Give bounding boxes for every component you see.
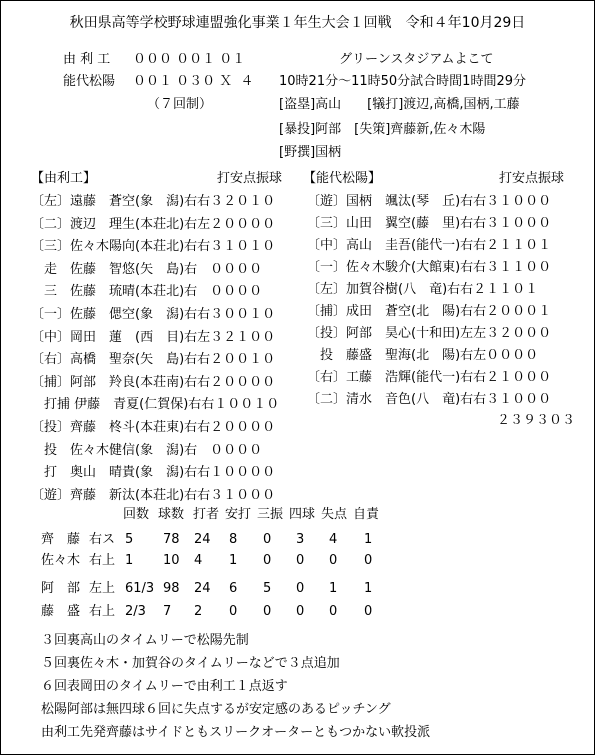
player-row: 〔中〕高山 圭吾(能代一)右右２１１０１ — [307, 238, 552, 253]
venue: グリーンスタジアムよこて — [339, 52, 494, 67]
linescore-team-2: 能代松陽 — [63, 74, 116, 89]
pitching-col-header: 球数 — [158, 507, 185, 522]
pitching-stat: 10 — [163, 553, 180, 568]
pitcher-hand: 左上 — [89, 581, 116, 596]
game-time: 10時21分～11時50分試合時間1時間29分 — [279, 74, 526, 89]
pitcher-hand: 右ス — [89, 532, 116, 547]
right-box-header: 打安点振球 — [499, 171, 565, 186]
pitcher-name: 齊 藤 — [41, 532, 81, 547]
pitching-stat: 1 — [329, 581, 338, 596]
pitcher-hand: 右上 — [89, 553, 116, 568]
note-4: 松陽阿部は無四球６回に失点するが安定感のあるピッチング — [41, 702, 391, 717]
pitching-stat: 5 — [125, 532, 134, 547]
note-5: 由利工先発齊藤はサイドともスリークオーターともつかない軟投派 — [41, 725, 431, 740]
pitching-stat: 1 — [125, 553, 134, 568]
left-team-name: 【由利工】 — [31, 171, 97, 186]
info-line-2: [暴投]阿部 [失策]齊藤新,佐々木陽 — [279, 122, 486, 137]
pitching-col-header: 安打 — [225, 507, 252, 522]
pitching-stat: 0 — [329, 604, 338, 619]
pitching-stat: 4 — [329, 532, 338, 547]
player-row: 〔投〕齊藤 柊斗(本荘東)右右２００００ — [31, 420, 276, 435]
pitching-stat: 0 — [296, 581, 305, 596]
pitcher-name: 阿 部 — [41, 581, 81, 596]
left-box-header: 打安点振球 — [217, 171, 283, 186]
player-row: 〔一〕佐藤 偲空(象 潟)右右３００１０ — [31, 307, 276, 322]
pitching-col-header: 自責 — [353, 507, 380, 522]
note-3: ６回表岡田のタイムリーで由利工１点返す — [41, 679, 288, 694]
pitching-stat: 5 — [263, 581, 272, 596]
pitcher-name: 佐々木 — [41, 553, 81, 568]
pitching-stat: 1 — [364, 581, 373, 596]
pitching-stat: 1 — [229, 553, 238, 568]
player-row: 〔左〕遠藤 蒼空(象 潟)右右３２０１０ — [31, 194, 276, 209]
pitching-col-header: 失点 — [321, 507, 348, 522]
info-line-1: [盗塁]高山 [犠打]渡辺,高橋,国柄,工藤 — [279, 97, 520, 112]
player-row: 〔捕〕阿部 羚良(本荘南)右右２００００ — [31, 374, 276, 390]
player-row: 〔投〕阿部 昊心(十和田)左左３２０００ — [307, 326, 552, 341]
innings-note: （７回制） — [147, 97, 213, 112]
player-row: 〔二〕渡辺 理生(本荘北)右左２００００ — [31, 216, 276, 232]
pitching-stat: 1 — [364, 532, 373, 547]
player-row: 〔三〕山田 翼空(藤 里)右右３１０００ — [307, 216, 552, 231]
pitching-stat: 4 — [194, 553, 203, 568]
player-row: 走 佐藤 智悠(矢 島)右 ００００ — [31, 261, 263, 277]
linescore-innings-1: ０００ ００１ ０１ — [133, 52, 246, 67]
player-row: 打 奥山 晴貴(象 潟)右右１００００ — [31, 465, 276, 481]
report-title: 秋田県高等学校野球連盟強化事業１年生大会１回戦 令和４年10月29日 — [69, 15, 526, 31]
pitching-stat: 0 — [263, 532, 272, 547]
player-row: 三 佐藤 琉晴(本荘北)右 ００００ — [31, 284, 263, 300]
pitching-stat: 0 — [263, 604, 272, 619]
pitching-stat: 0 — [296, 553, 305, 568]
player-row: 〔三〕佐々木陽向(本荘北)右右３１０１０ — [31, 239, 276, 255]
pitching-stat: 2 — [194, 604, 203, 619]
pitching-stat: 7 — [163, 604, 172, 619]
player-row: 打捕 伊藤 青夏(仁賀保)右右１００１０ — [31, 397, 280, 413]
pitching-stat: 3 — [296, 532, 305, 547]
pitching-stat: 24 — [194, 532, 211, 547]
note-2: ５回裏佐々木・加賀谷のタイムリーなどで３点追加 — [41, 656, 340, 671]
pitching-col-header: 回数 — [123, 507, 150, 522]
right-box-total: ２３９３０３ — [497, 413, 576, 428]
pitching-stat: 8 — [229, 532, 238, 547]
pitching-stat: 0 — [329, 553, 338, 568]
player-row: 投 佐々木健信(象 潟)右 ００００ — [31, 442, 263, 458]
player-row: 〔右〕工藤 浩輝(能代一)右右２１０００ — [307, 370, 552, 385]
player-row: 〔中〕岡田 蓮 (西 目)右左３２１００ — [31, 329, 276, 345]
player-row: 〔遊〕国柄 颯汰(琴 丘)右右３１０００ — [307, 194, 552, 209]
pitcher-name: 藤 盛 — [41, 604, 81, 619]
pitching-stat: 6 — [229, 581, 238, 596]
right-team-name: 【能代松陽】 — [303, 171, 382, 186]
pitching-stat: 2/3 — [125, 604, 146, 619]
pitching-stat: 0 — [229, 604, 238, 619]
pitching-col-header: 三振 — [257, 507, 284, 522]
pitching-col-header: 四球 — [289, 507, 316, 522]
linescore-team-1: 由 利 工 — [63, 52, 111, 67]
player-row: 〔遊〕齊藤 新汰(本荘北)右右３１０００ — [31, 487, 276, 503]
pitching-stat: 0 — [296, 604, 305, 619]
player-row: 〔左〕加賀谷樹(八 竜)右右２１１０１ — [307, 282, 539, 297]
linescore-innings-2: ００１ ０３０ Ｘ ４ — [133, 74, 254, 89]
player-row: 投 藤盛 聖海(北 陽)右左００００ — [307, 348, 539, 363]
pitcher-hand: 右上 — [89, 604, 116, 619]
pitching-stat: 0 — [364, 553, 373, 568]
pitching-stat: 61/3 — [125, 581, 155, 596]
pitching-col-header: 打者 — [193, 507, 220, 522]
player-row: 〔右〕高橋 聖奈(矢 島)右右２００１０ — [31, 352, 276, 368]
pitching-stat: 24 — [194, 581, 211, 596]
player-row: 〔二〕清水 音色(八 竜)右右３１０００ — [307, 392, 552, 407]
note-1: ３回裏高山のタイムリーで松陽先制 — [41, 633, 249, 648]
pitching-stat: 78 — [163, 532, 180, 547]
pitching-stat: 0 — [263, 553, 272, 568]
pitching-stat: 98 — [163, 581, 180, 596]
info-line-3: [野撰]国柄 — [279, 145, 342, 160]
player-row: 〔捕〕成田 蒼空(北 陽)右右２０００１ — [307, 304, 552, 319]
pitching-stat: 0 — [364, 604, 373, 619]
player-row: 〔一〕佐々木駿介(大館東)右右３１１００ — [307, 260, 552, 275]
